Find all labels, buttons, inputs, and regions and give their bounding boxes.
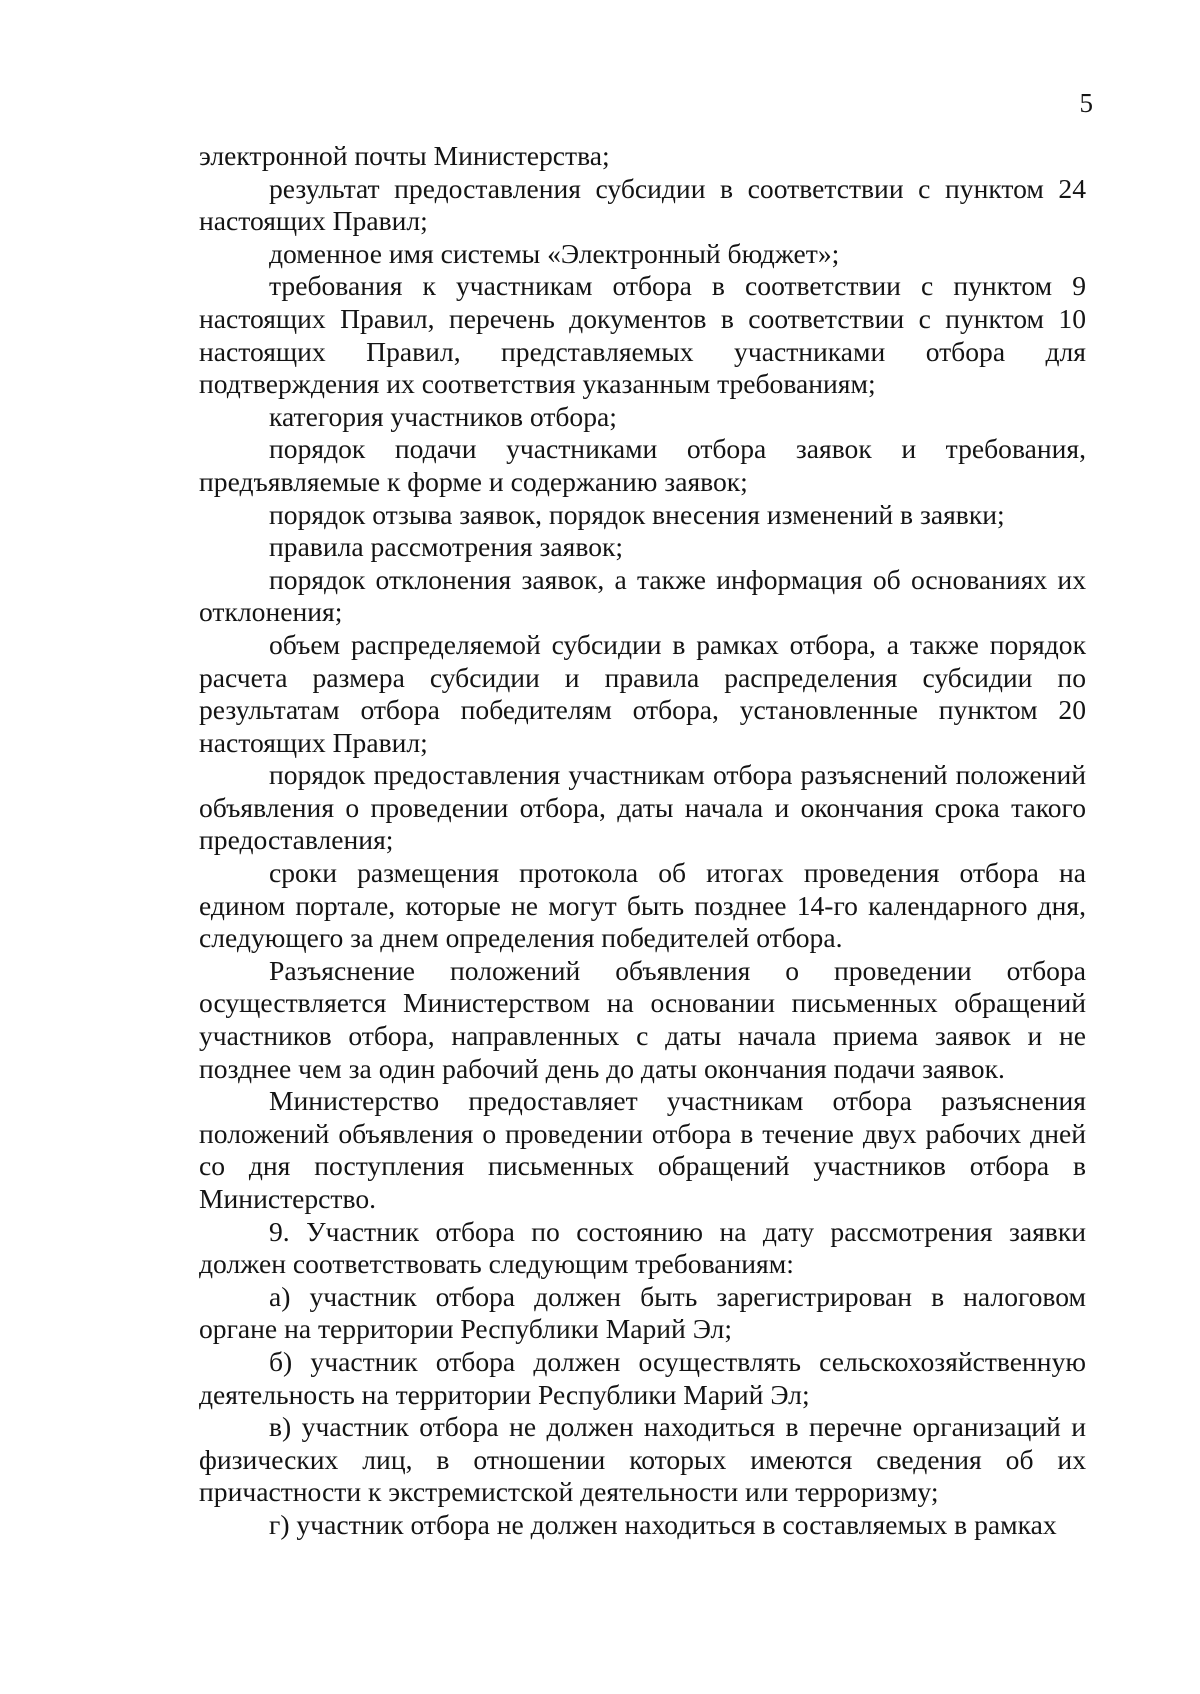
paragraph: электронной почты Министерства; <box>199 140 610 171</box>
paragraph: Разъяснение положений объявления о проведении отбора осуществляется Министерством на основании письменных обращений участников отбора, направленных с даты начала приема заявок и не позднее чем за один рабочий день до даты окончания подачи заявок. <box>199 954 1086 1084</box>
paragraph: сроки размещения протокола об итогах проведения отбора на едином портале, которые не могут быть позднее 14-го календарного дня, следующего за днем определения победителей отбора. <box>199 857 1086 954</box>
document-body <box>199 140 1086 1542</box>
paragraph: результат предоставления субсидии в соответствии с пунктом 24 настоящих Правил; <box>199 172 1086 237</box>
paragraph: порядок подачи участниками отбора заявок и требования, предъявляемые к форме и содержанию заявок; <box>199 433 1086 497</box>
paragraph: объем распределяемой субсидии в рамках отбора, а также порядок расчета размера субсидии и правила распределения субсидии по результатам отбора победителям отбора, установленные пунктом 20 настоящих Правил; <box>199 628 1086 758</box>
paragraph: порядок предоставления участникам отбора разъяснений положений объявления о проведении отбора, даты начала и окончания срока такого предоставления; <box>199 759 1086 856</box>
paragraph: доменное имя системы «Электронный бюджет»; <box>269 237 840 269</box>
paragraph: правила рассмотрения заявок; <box>269 531 624 563</box>
paragraph: порядок отзыва заявок, порядок внесения изменений в заявки; <box>269 498 1005 530</box>
paragraph: Министерство предоставляет участникам отбора разъяснения положений объявления о проведении отбора в течение двух рабочих дней со дня поступления письменных обращений участников отбора в Министерство. <box>199 1085 1086 1214</box>
paragraph: требования к участникам отбора в соответствии с пунктом 9 настоящих Правил, перечень документов в соответствии с пунктом 10 настоящих Правил, представляемых участниками отбора для подтверждения их соответствия указанным требованиям; <box>199 270 1086 400</box>
list-item: а) участник отбора должен быть зарегистрирован в налоговом органе на территории Республики Марий Эл; <box>199 1280 1086 1345</box>
paragraph: категория участников отбора; <box>269 400 617 432</box>
page-number: 5 <box>1079 88 1093 118</box>
list-item: в) участник отбора не должен находиться в перечне организаций и физических лиц, в отношении которых имеются сведения об их причастности к экстремистской деятельности или терроризму; <box>199 1411 1086 1508</box>
list-item: б) участник отбора должен осуществлять сельскохозяйственную деятельность на территории Республики Марий Эл; <box>199 1345 1086 1410</box>
paragraph: порядок отклонения заявок, а также информация об основаниях их отклонения; <box>199 563 1086 628</box>
list-item: г) участник отбора не должен находиться в составляемых в рамках <box>269 1508 1057 1540</box>
numbered-clause: 9. Участник отбора по состоянию на дату рассмотрения заявки должен соответствовать следующим требованиям: <box>199 1215 1086 1280</box>
